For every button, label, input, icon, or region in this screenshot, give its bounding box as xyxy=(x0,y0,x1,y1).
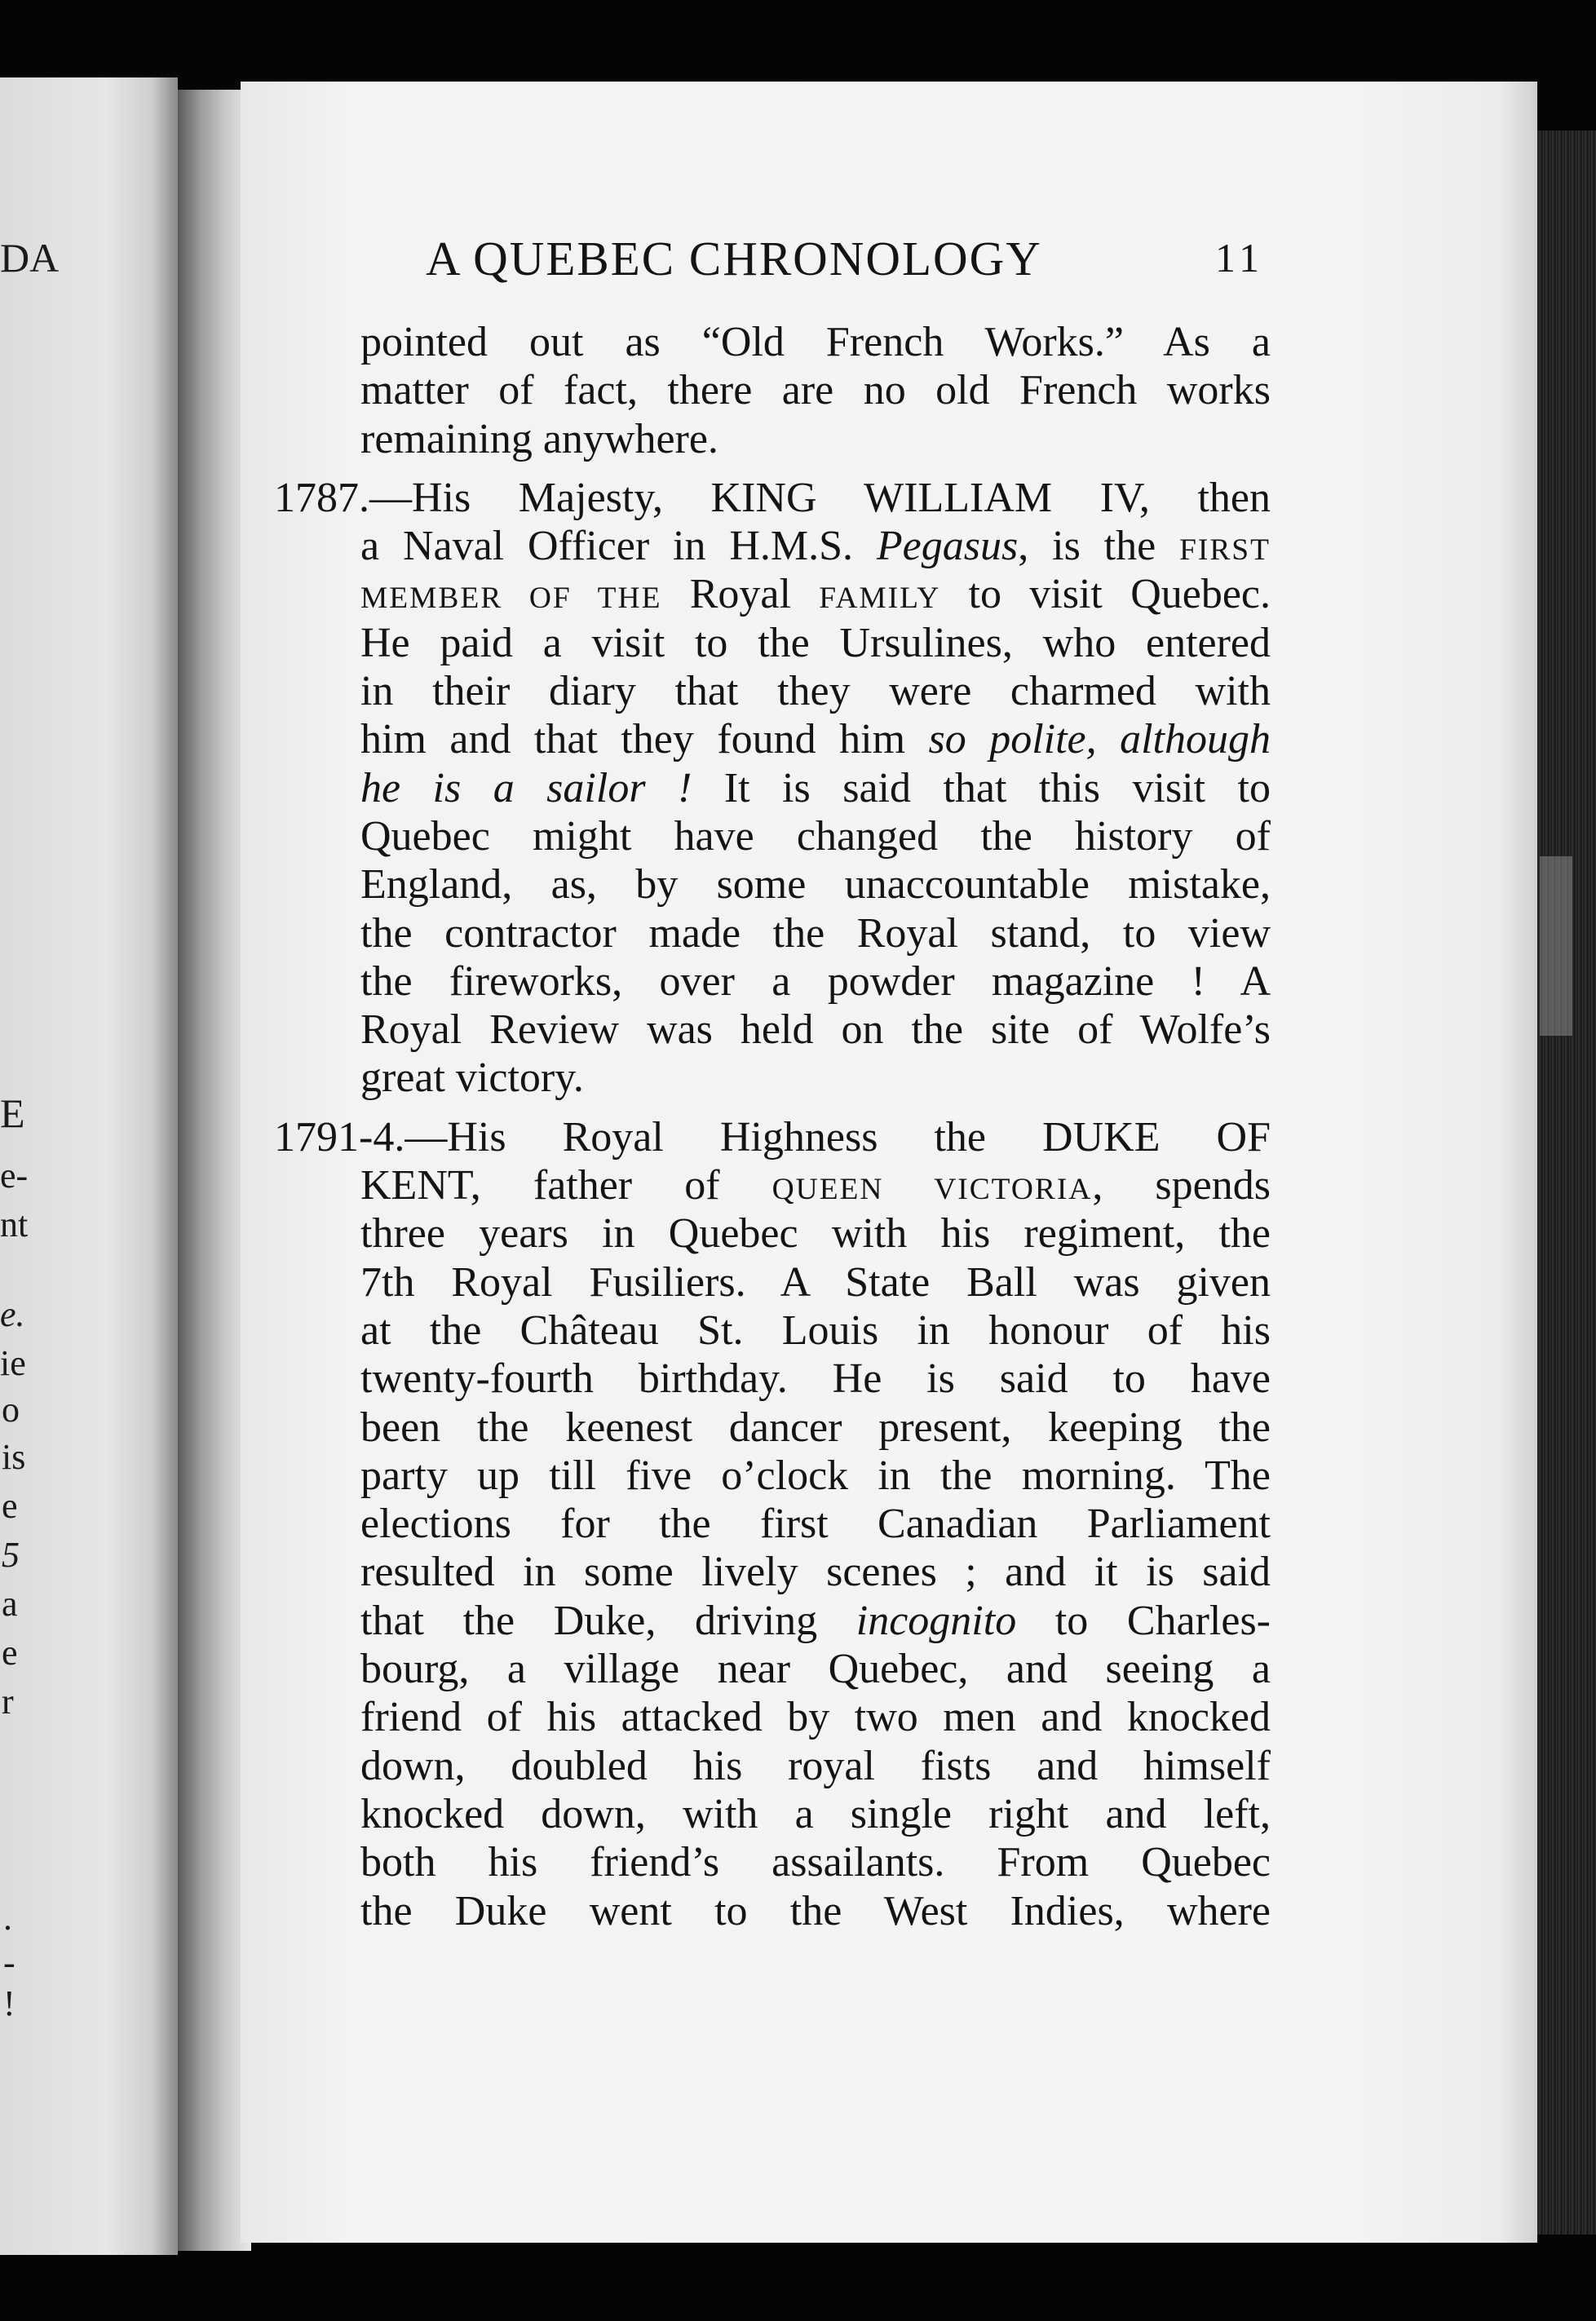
facing-page-text: r xyxy=(2,1682,14,1722)
facing-page-text: e. xyxy=(0,1294,25,1334)
facing-page-text: is xyxy=(2,1437,26,1477)
continued-paragraph xyxy=(274,318,1271,463)
text-line: Royal Review was held on the site of Wolfe’s xyxy=(360,1006,1271,1054)
text-line: in their diary that they were charmed with xyxy=(360,668,1271,715)
text-line: him and that they found him so polite, although xyxy=(360,716,1271,763)
text-line: been the keenest dancer present, keeping the xyxy=(360,1404,1271,1451)
facing-page-text: ! xyxy=(3,1983,15,2023)
page-edge-stack xyxy=(1537,130,1596,2235)
text-line: that the Duke, driving incognito to Charles- xyxy=(360,1597,1271,1644)
facing-page-text: E xyxy=(0,1090,25,1136)
text-line: MEMBER OF THE Royal FAMILY to visit Quebec. xyxy=(360,571,1271,618)
facing-page-text: DA xyxy=(0,235,60,281)
text-line: friend of his attacked by two men and knocked xyxy=(360,1694,1271,1741)
page-number: 11 xyxy=(1215,235,1265,281)
text-line: knocked down, with a single right and left, xyxy=(360,1790,1271,1837)
entry-year: 1791-4. xyxy=(274,1113,405,1160)
facing-page-fragment xyxy=(0,77,178,2255)
text-line: pointed out as “Old French Works.” As a xyxy=(360,319,1271,365)
facing-page-text: o xyxy=(2,1390,20,1430)
text-line: England, as, by some unaccountable mistake, xyxy=(360,861,1271,909)
text-line: 7th Royal Fusiliers. A State Ball was given xyxy=(360,1258,1271,1306)
facing-page-text: ie xyxy=(0,1343,26,1383)
text-line: party up till five o’clock in the morning. The xyxy=(360,1452,1271,1499)
text-line: 1791-4.—His Royal Highness the DUKE OF xyxy=(274,1113,1271,1160)
facing-page-text: 5 xyxy=(2,1535,20,1575)
facing-page-text: a xyxy=(2,1584,18,1624)
text-line: a Naval Officer in H.M.S. Pegasus, is the FIRST xyxy=(360,523,1271,570)
running-title: A QUEBEC CHRONOLOGY xyxy=(426,232,1042,285)
text-line: matter of fact, there are no old French works xyxy=(360,367,1271,414)
text-line: Quebec might have changed the history of xyxy=(360,812,1271,860)
facing-page-text: e- xyxy=(0,1156,29,1196)
text-line: elections for the first Canadian Parliament xyxy=(360,1501,1271,1548)
page-edge-highlight xyxy=(1540,856,1572,1036)
text-line: the contractor made the Royal stand, to view xyxy=(360,909,1271,957)
facing-page-text: . xyxy=(3,1898,12,1938)
ship-name: Pegasus xyxy=(876,523,1019,570)
text-line: he is a sailor ! It is said that this visit to xyxy=(360,764,1271,811)
facing-page-text: nt xyxy=(0,1205,29,1244)
facing-page-text: e xyxy=(2,1486,18,1526)
text-line: three years in Quebec with his regiment, the xyxy=(360,1210,1271,1258)
entry-year: 1787. xyxy=(274,474,369,521)
facing-page-text: e xyxy=(2,1633,18,1673)
text-line: 1787.—His Majesty, KING WILLIAM IV, then xyxy=(274,474,1271,521)
chronology-entry-1791 xyxy=(274,1113,1271,1935)
text-line: resulted in some lively scenes ; and it is said xyxy=(360,1549,1271,1596)
facing-page-text: - xyxy=(3,1943,15,1983)
text-line: down, doubled his royal fists and himself xyxy=(360,1742,1271,1789)
text-line: twenty-fourth birthday. He is said to have xyxy=(360,1355,1271,1403)
text-line: the fireworks, over a powder magazine ! A xyxy=(360,957,1271,1005)
text-line: KENT, father of QUEEN VICTORIA, spends xyxy=(360,1162,1271,1209)
chronology-entry-1787 xyxy=(274,474,1271,1103)
text-line: both his friend’s assailants. From Quebec xyxy=(360,1839,1271,1886)
text-line: remaining anywhere. xyxy=(360,415,718,462)
text-line: at the Château St. Louis in honour of his xyxy=(360,1306,1271,1354)
text-line: great victory. xyxy=(360,1054,584,1102)
text-line: He paid a visit to the Ursulines, who entered xyxy=(360,619,1271,666)
page-body xyxy=(274,318,1271,1935)
text-line: bourg, a village near Quebec, and seeing a xyxy=(360,1646,1271,1693)
text-line: the Duke went to the West Indies, where xyxy=(360,1887,1271,1934)
running-head xyxy=(426,231,1274,288)
